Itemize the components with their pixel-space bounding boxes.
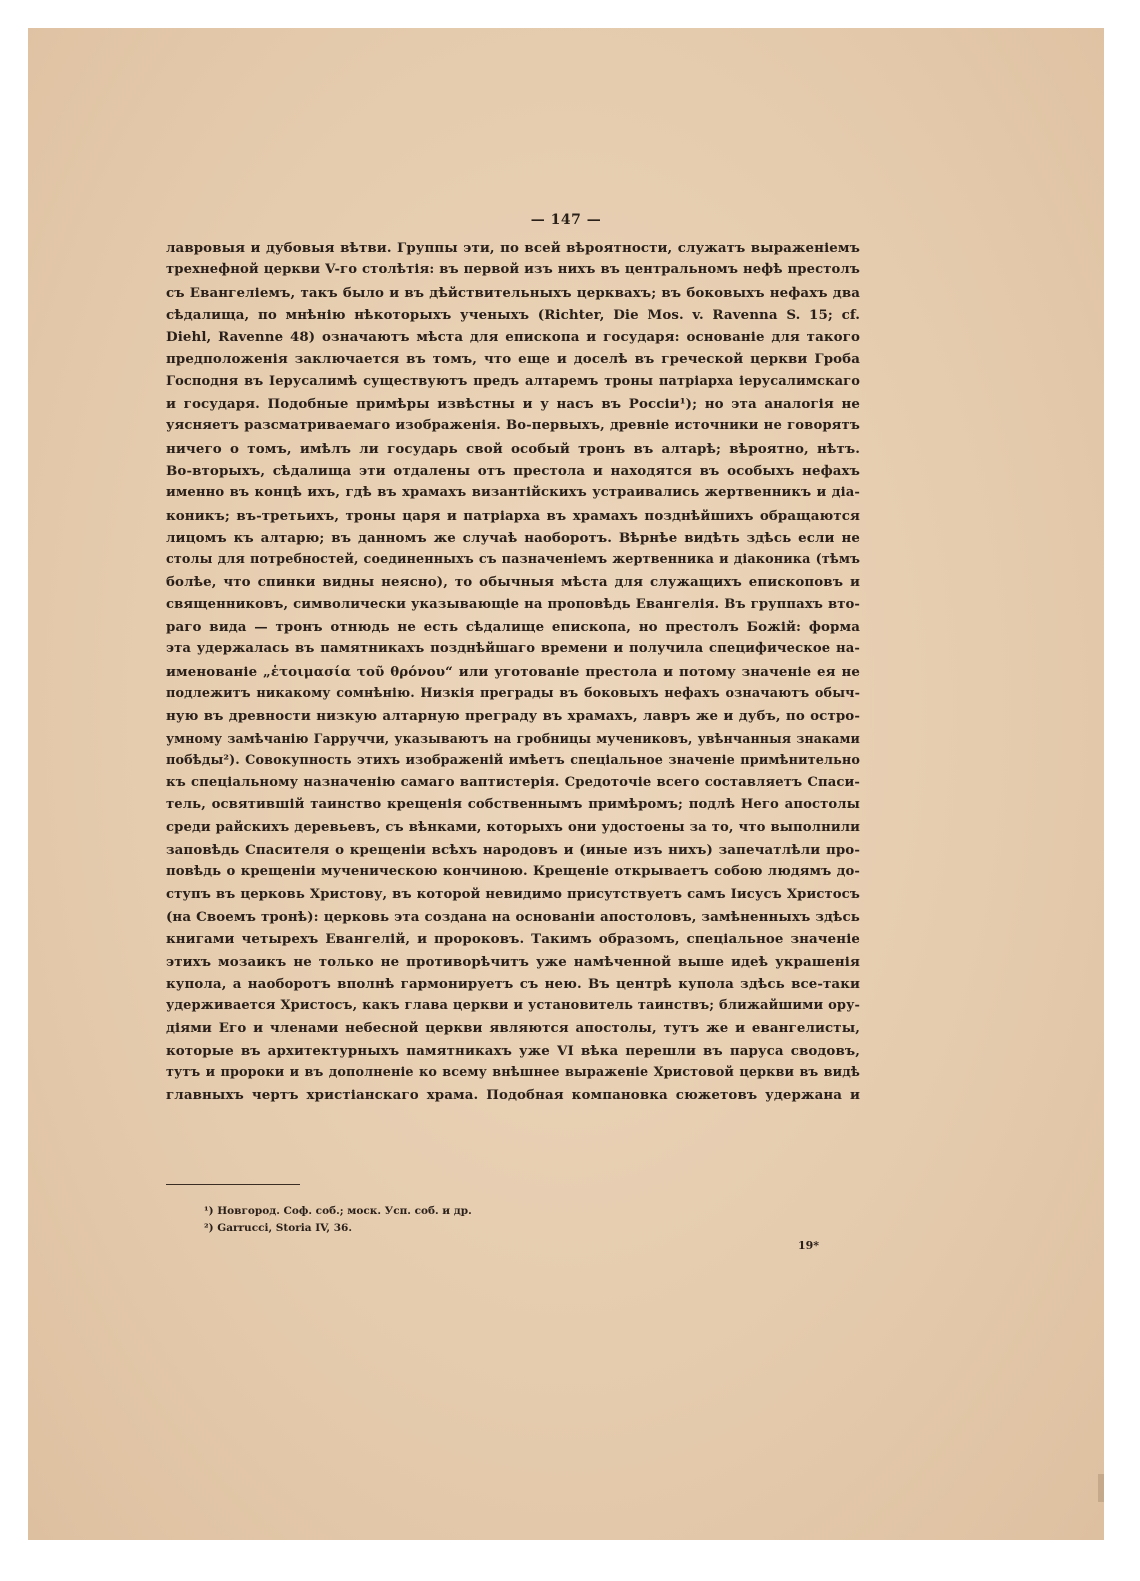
text-line: главныхъ чертъ христіанскаго храма. Подобная компановка сюжетовъ удержана и — [166, 1087, 860, 1104]
text-line: именованіе „ἑτοιμασία τοῦ θρόνου“ или уготованіе престола и потому значеніе ея не — [166, 663, 860, 680]
text-line: купола, а наоборотъ вполнѣ гармонируетъ съ нею. Въ центрѣ купола здѣсь все-таки — [166, 975, 860, 992]
text-line: столы для потребностей, соединенныхъ съ пазначеніемъ жертвенника и діаконика (тѣмъ — [166, 552, 860, 568]
page-number: — 147 — — [530, 212, 602, 228]
text-line: подлежитъ никакому сомнѣнію. Низкія преграды въ боковыхъ нефахъ означаютъ обыч- — [166, 685, 860, 701]
footnote: ²) Garrucci, Storia IV, 36. — [204, 1222, 352, 1234]
text-line: уясняетъ разсматриваемаго изображенія. Во-первыхъ, древніе источники не говорятъ — [166, 418, 860, 434]
text-line: умному замѣчанію Гарруччи, указываютъ на гробницы мучениковъ, увѣнчанныя знаками — [166, 730, 860, 746]
text-line: лавровыя и дубовыя вѣтви. Группы эти, по всей вѣроятности, служатъ выраженіемъ — [166, 240, 860, 256]
text-line: тутъ и пророки и въ дополненіе ко всему внѣшнее выраженіе Христовой церкви въ видѣ — [166, 1064, 860, 1080]
text-line: удерживается Христосъ, какъ глава церкви и установитель таинствъ; ближайшими ору- — [166, 998, 860, 1014]
text-line: болѣе, что спинки видны неясно), то обычныя мѣста для служащихъ епископовъ и — [166, 574, 860, 591]
footnote: ¹) Новгород. Соф. соб.; моск. Усп. соб. и др. — [204, 1205, 472, 1217]
text-line: ступъ въ церковь Христову, въ которой невидимо присутствуетъ самъ Іисусъ Христосъ — [166, 886, 860, 902]
text-line: книгами четырехъ Евангелій, и пророковъ. Такимъ образомъ, спеціальное значеніе — [166, 931, 860, 948]
text-line: этихъ мозаикъ не только не противорѣчитъ уже намѣченной выше идеѣ украшенія — [166, 953, 860, 970]
footnotes — [204, 1203, 704, 1237]
text-line: тель, освятившій таинство крещенія собственнымъ примѣромъ; подлѣ Него апостолы — [166, 797, 860, 813]
text-line: среди райскихъ деревьевъ, съ вѣнками, которыхъ они удостоены за то, что выполнили — [166, 819, 860, 835]
text-line: съ Евангеліемъ, такъ было и въ дѣйствительныхъ церквахъ; въ боковыхъ нефахъ два — [166, 284, 860, 301]
text-line: ную въ древности низкую алтарную преграду въ храмахъ, лавръ же и дубъ, по остро- — [166, 708, 860, 725]
text-line: Diehl, Ravenne 48) означаютъ мѣста для епископа и государя: основаніе для такого — [166, 329, 860, 346]
footnote-divider — [166, 1184, 300, 1185]
text-line: эта удержалась въ памятникахъ позднѣйшаго времени и получила специфическое на- — [166, 641, 860, 657]
body-text — [166, 237, 860, 1107]
text-line: сѣдалища, по мнѣнію нѣкоторыхъ ученыхъ (Richter, Die Mos. v. Ravenna S. 15; cf. — [166, 306, 860, 323]
text-line: побѣды²). Совокупность этихъ изображеній имѣетъ спеціальное значеніе примѣнительно — [166, 752, 860, 768]
text-line: Господня въ Іерусалимѣ существуютъ предъ алтаремъ троны патріарха іерусалимскаго — [166, 373, 860, 389]
book-page — [28, 28, 1104, 1540]
text-line: къ спеціальному назначенію самаго ваптистерія. Средоточіе всего составляетъ Спаси- — [166, 775, 860, 791]
text-line: Во-вторыхъ, сѣдалища эти отдалены отъ престола и находятся въ особыхъ нефахъ — [166, 462, 860, 479]
text-line: трехнефной церкви V-го столѣтія: въ первой изъ нихъ въ центральномъ нефѣ престолъ — [166, 262, 860, 278]
text-line: повѣдь о крещеніи мученическою кончиною. Крещеніе открываетъ собою людямъ до- — [166, 864, 860, 880]
text-line: лицомъ къ алтарю; въ данномъ же случаѣ наоборотъ. Вѣрнѣе видѣть здѣсь если не — [166, 529, 860, 546]
signature-mark: 19* — [798, 1239, 820, 1252]
text-line: именно въ концѣ ихъ, гдѣ въ храмахъ византійскихъ устраивались жертвенникъ и діа- — [166, 485, 860, 501]
text-line: ничего о томъ, имѣлъ ли государь свой особый тронъ въ алтарѣ; вѣроятно, нѣтъ. — [166, 440, 860, 457]
text-line: коникъ; въ-третьихъ, троны царя и патріарха въ храмахъ позднѣйшихъ обращаются — [166, 507, 860, 524]
text-line: и государя. Подобные примѣры извѣстны и у насъ въ Россіи¹); но эта аналогія не — [166, 396, 860, 413]
text-line: предположенія заключается въ томъ, что еще и доселѣ въ греческой церкви Гроба — [166, 351, 860, 368]
page-edge-mark — [1098, 1474, 1104, 1502]
text-line: которые въ архитектурныхъ памятникахъ уже VI вѣка перешли въ паруса сводовъ, — [166, 1042, 860, 1059]
text-line: діями Его и членами небесной церкви являются апостолы, тутъ же и евангелисты, — [166, 1020, 860, 1037]
text-line: раго вида — тронъ отнюдь не есть сѣдалище епископа, но престолъ Божій: форма — [166, 619, 860, 636]
scanned-page-background — [28, 28, 1104, 1540]
text-line: (на Своемъ тронѣ): церковь эта создана на основаніи апостоловъ, замѣненныхъ здѣсь — [166, 908, 860, 925]
text-line: священниковъ, символически указывающіе на проповѣдь Евангелія. Въ группахъ вто- — [166, 596, 860, 612]
text-line: заповѣдь Спасителя о крещеніи всѣхъ народовъ и (иные изъ нихъ) запечатлѣли про- — [166, 842, 860, 859]
